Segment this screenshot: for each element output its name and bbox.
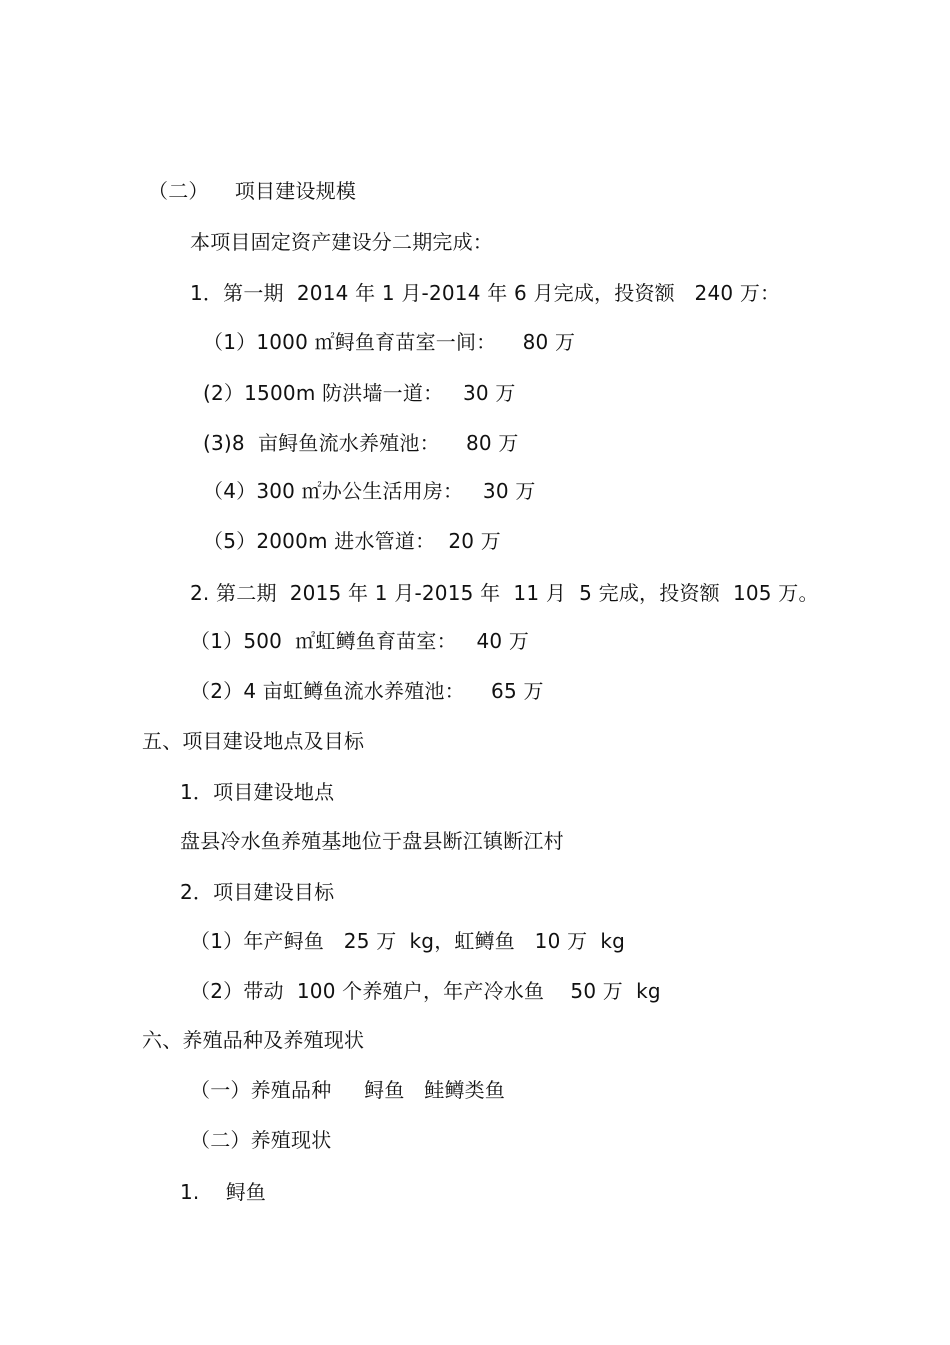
phase-one-item-1: （1）1000 ㎡鲟鱼育苗室一间： 80 万 — [203, 330, 576, 354]
paragraph-fixed-assets-intro: 本项目固定资产建设分二期完成： — [190, 230, 493, 254]
goal-item-2: （2）带动 100 个养殖户，年产冷水鱼 50 万 kg — [190, 979, 661, 1003]
goal-item-1: （1）年产鲟鱼 25 万 kg，虹鳟鱼 10 万 kg — [190, 929, 626, 953]
phase-one-item-4: （4）300 ㎡办公生活用房： 30 万 — [203, 479, 536, 503]
phase-one-heading: 1．第一期 2014 年 1 月-2014 年 6 月完成，投资额 240 万： — [190, 281, 781, 305]
status-item-sturgeon: 1. 鲟鱼 — [180, 1180, 267, 1204]
subheading-goals: 2．项目建设目标 — [180, 880, 335, 904]
phase-one-item-5: （5）2000m 进水管道： 20 万 — [203, 529, 501, 553]
section-heading-species-status: 六、养殖品种及养殖现状 — [142, 1028, 365, 1052]
subheading-status: （二）养殖现状 — [190, 1128, 332, 1152]
phase-one-item-2: (2）1500m 防洪墙一道： 30 万 — [203, 381, 516, 405]
phase-two-heading: 2. 第二期 2015 年 1 月-2015 年 11 月 5 完成，投资额 105 万。 — [190, 581, 819, 605]
subheading-species: （一）养殖品种 鲟鱼 鲑鳟类鱼 — [190, 1078, 506, 1102]
section-heading-construction-scale: （二） 项目建设规模 — [148, 179, 357, 203]
paragraph-location: 盘县冷水鱼养殖基地位于盘县断江镇断江村 — [180, 829, 564, 853]
phase-two-item-1: （1）500 ㎡虹鳟鱼育苗室： 40 万 — [190, 629, 530, 653]
section-heading-location-goals: 五、项目建设地点及目标 — [142, 729, 365, 753]
subheading-location: 1．项目建设地点 — [180, 780, 335, 804]
phase-one-item-3: (3)8 亩鲟鱼流水养殖池： 80 万 — [203, 431, 519, 455]
phase-two-item-2: （2）4 亩虹鳟鱼流水养殖池： 65 万 — [190, 679, 544, 703]
